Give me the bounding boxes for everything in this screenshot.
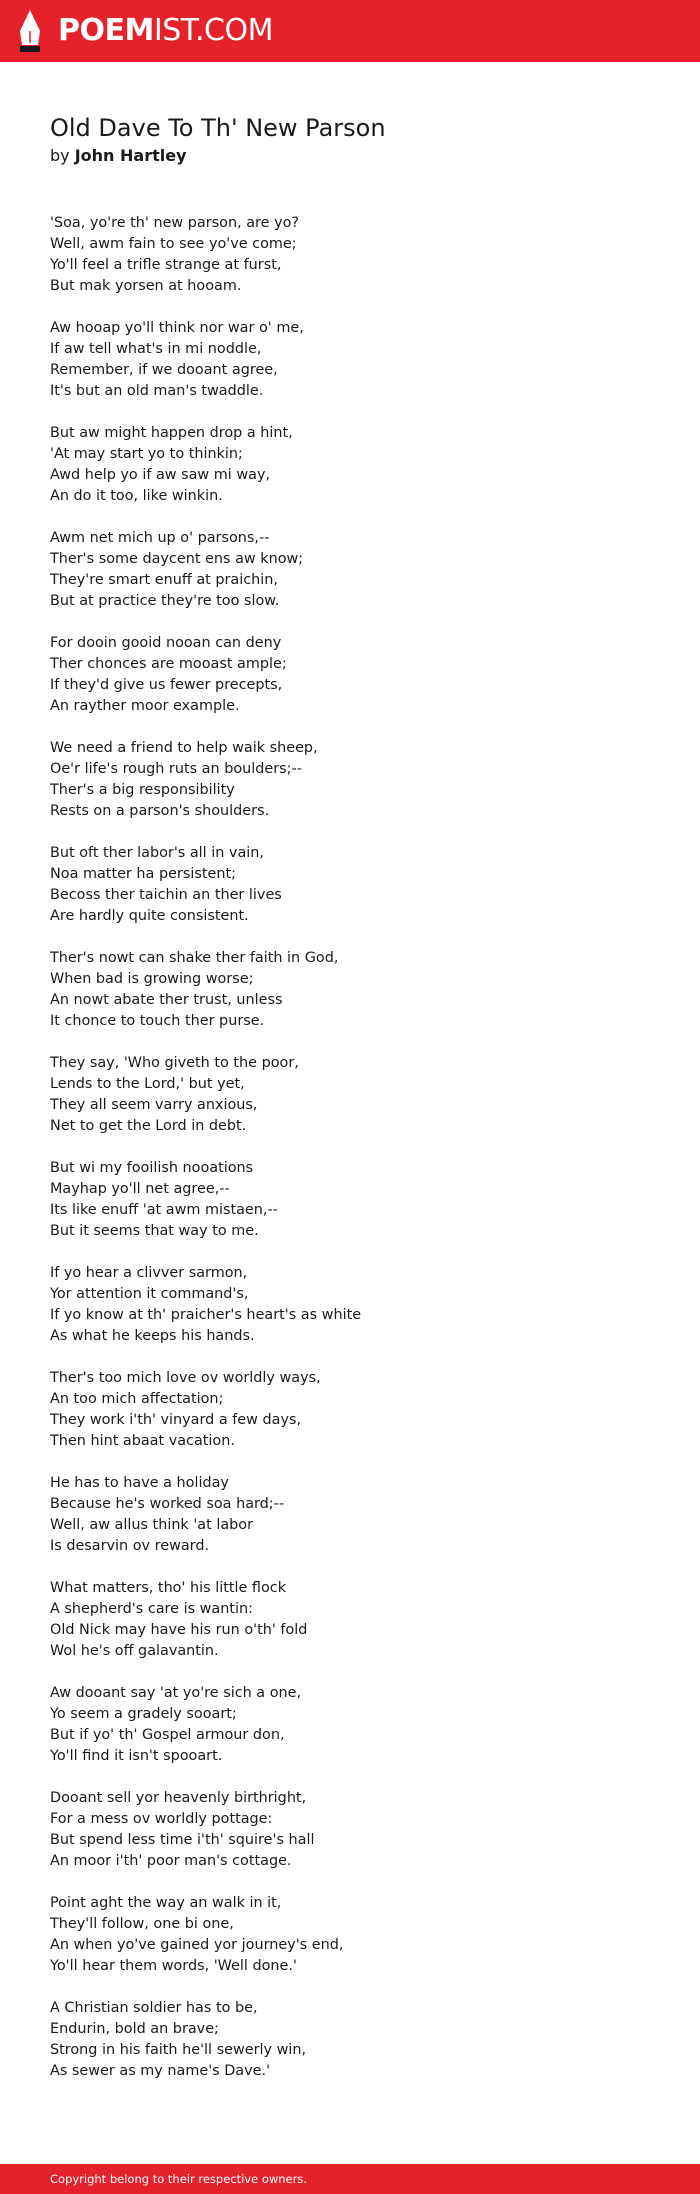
poem-line: They work i'th' vinyard a few days, bbox=[50, 1412, 302, 1428]
poem-line: What matters, tho' his little flock bbox=[50, 1580, 287, 1596]
poem-title: Old Dave To Th' New Parson bbox=[50, 114, 386, 142]
poem-body bbox=[50, 213, 650, 2082]
poem-line: Becoss ther taichin an ther lives bbox=[50, 887, 282, 903]
poem-line: An rayther moor example. bbox=[50, 698, 240, 714]
site-footer bbox=[0, 2164, 700, 2194]
poem-line: Mayhap yo'll net agree,-- bbox=[50, 1181, 230, 1197]
stanza bbox=[50, 528, 650, 612]
poem-line: Wol he's off galavantin. bbox=[50, 1643, 219, 1659]
poem-line: Ther chonces are mooast ample; bbox=[50, 656, 287, 672]
poem-line: Strong in his faith he'll sewerly win, bbox=[50, 2042, 307, 2058]
poem-line: Lends to the Lord,' but yet, bbox=[50, 1076, 245, 1092]
poem-line: Ther's too mich love ov worldly ways, bbox=[50, 1370, 321, 1386]
logo-light-part: IST.COM bbox=[153, 13, 273, 48]
poem-line: As sewer as my name's Dave.' bbox=[50, 2063, 271, 2079]
poem-line: For dooin gooid nooan can deny bbox=[50, 635, 282, 651]
logo-bold-part: POEM bbox=[58, 13, 154, 48]
poem-line: Endurin, bold an brave; bbox=[50, 2021, 219, 2037]
poem-line: As what he keeps his hands. bbox=[50, 1328, 255, 1344]
poem-line: If they'd give us fewer precepts, bbox=[50, 677, 283, 693]
poem-line: It's but an old man's twaddle. bbox=[50, 383, 264, 399]
poem-line: Ther's a big responsibility bbox=[50, 782, 235, 798]
stanza bbox=[50, 633, 650, 717]
stanza bbox=[50, 1683, 650, 1767]
poem-line: Yo'll feel a trifle strange at furst, bbox=[50, 257, 282, 273]
poem-line: But if yo' th' Gospel armour don, bbox=[50, 1727, 285, 1743]
stanza bbox=[50, 1788, 650, 1872]
poem-line: Yo seem a gradely sooart; bbox=[50, 1706, 237, 1722]
poem-line: Then hint abaat vacation. bbox=[50, 1433, 235, 1449]
poem-line: Yor attention it command's, bbox=[50, 1286, 249, 1302]
poem-line: But aw might happen drop a hint, bbox=[50, 425, 293, 441]
poem-line: Is desarvin ov reward. bbox=[50, 1538, 210, 1554]
stanza bbox=[50, 423, 650, 507]
stanza bbox=[50, 1473, 650, 1557]
stanza bbox=[50, 1263, 650, 1347]
stanza bbox=[50, 1893, 650, 1977]
poem-line: Awm net mich up o' parsons,-- bbox=[50, 530, 270, 546]
stanza bbox=[50, 1158, 650, 1242]
poem-line: An when yo've gained yor journey's end, bbox=[50, 1937, 344, 1953]
author-name: John Hartley bbox=[74, 146, 187, 165]
site-logo-text bbox=[58, 13, 273, 48]
poem-line: Ther's nowt can shake ther faith in God, bbox=[50, 950, 339, 966]
stanza bbox=[50, 213, 650, 297]
poem-line: If yo know at th' praicher's heart's as white bbox=[50, 1307, 362, 1323]
poem-line: A shepherd's care is wantin: bbox=[50, 1601, 253, 1617]
poem-line: Awd help yo if aw saw mi way, bbox=[50, 467, 271, 483]
poem-line: An moor i'th' poor man's cottage. bbox=[50, 1853, 292, 1869]
stanza bbox=[50, 1368, 650, 1452]
stanza bbox=[50, 1578, 650, 1662]
poem-line: An nowt abate ther trust, unless bbox=[50, 992, 283, 1008]
poem-line: Remember, if we dooant agree, bbox=[50, 362, 278, 378]
poem-line: It chonce to touch ther purse. bbox=[50, 1013, 265, 1029]
site-header bbox=[0, 0, 700, 62]
poem-line: If yo hear a clivver sarmon, bbox=[50, 1265, 248, 1281]
poem-line: A Christian soldier has to be, bbox=[50, 2000, 258, 2016]
poem-line: They'll follow, one bi one, bbox=[50, 1916, 234, 1932]
stanza bbox=[50, 318, 650, 402]
poem-line: If aw tell what's in mi noddle, bbox=[50, 341, 262, 357]
poem-line: Are hardly quite consistent. bbox=[50, 908, 249, 924]
stanza bbox=[50, 843, 650, 927]
poem-line: But spend less time i'th' squire's hall bbox=[50, 1832, 315, 1848]
poem-line: They're smart enuff at praichin, bbox=[50, 572, 278, 588]
poem-line: Its like enuff 'at awm mistaen,-- bbox=[50, 1202, 278, 1218]
poem-line: Well, awm fain to see yo've come; bbox=[50, 236, 297, 252]
poem-line: Aw dooant say 'at yo're sich a one, bbox=[50, 1685, 302, 1701]
poem-line: But wi my fooilish nooations bbox=[50, 1160, 254, 1176]
poem-line: 'At may start yo to thinkin; bbox=[50, 446, 243, 462]
poem-line: Rests on a parson's shoulders. bbox=[50, 803, 270, 819]
poem-line: Yo'll find it isn't spooart. bbox=[50, 1748, 223, 1764]
stanza bbox=[50, 738, 650, 822]
poem-line: But it seems that way to me. bbox=[50, 1223, 259, 1239]
stanza bbox=[50, 1053, 650, 1137]
poem-line: An too mich affectation; bbox=[50, 1391, 224, 1407]
poem-line: An do it too, like winkin. bbox=[50, 488, 223, 504]
poem-line: Point aght the way an walk in it, bbox=[50, 1895, 282, 1911]
poem-line: But mak yorsen at hooam. bbox=[50, 278, 242, 294]
poem-line: Net to get the Lord in debt. bbox=[50, 1118, 247, 1134]
poem-line: Well, aw allus think 'at labor bbox=[50, 1517, 254, 1533]
poem-line: Noa matter ha persistent; bbox=[50, 866, 236, 882]
poem-line: He has to have a holiday bbox=[50, 1475, 229, 1491]
poem-line: But oft ther labor's all in vain, bbox=[50, 845, 264, 861]
stanza bbox=[50, 948, 650, 1032]
poem-line: Oe'r life's rough ruts an boulders;-- bbox=[50, 761, 302, 777]
poem-content bbox=[50, 112, 650, 2103]
poem-line: Dooant sell yor heavenly birthright, bbox=[50, 1790, 307, 1806]
by-label: by bbox=[50, 146, 70, 165]
poem-line: Ther's some daycent ens aw know; bbox=[50, 551, 304, 567]
copyright-text: Copyright belong to their respective owners. bbox=[50, 2172, 308, 2186]
stanza bbox=[50, 1998, 650, 2082]
poem-line: Old Nick may have his run o'th' fold bbox=[50, 1622, 308, 1638]
poem-line: Because he's worked soa hard;-- bbox=[50, 1496, 285, 1512]
byline bbox=[50, 145, 650, 167]
poem-line: 'Soa, yo're th' new parson, are yo? bbox=[50, 215, 300, 231]
poem-line: They all seem varry anxious, bbox=[50, 1097, 258, 1113]
poem-line: But at practice they're too slow. bbox=[50, 593, 280, 609]
site-logo-link[interactable] bbox=[16, 9, 273, 53]
poem-line: They say, 'Who giveth to the poor, bbox=[50, 1055, 299, 1071]
poem-line: When bad is growing worse; bbox=[50, 971, 254, 987]
poem-line: For a mess ov worldly pottage: bbox=[50, 1811, 273, 1827]
poem-line: Aw hooap yo'll think nor war o' me, bbox=[50, 320, 304, 336]
poem-line: Yo'll hear them words, 'Well done.' bbox=[50, 1958, 297, 1974]
pen-nib-icon bbox=[16, 9, 44, 53]
poem-line: We need a friend to help waik sheep, bbox=[50, 740, 318, 756]
